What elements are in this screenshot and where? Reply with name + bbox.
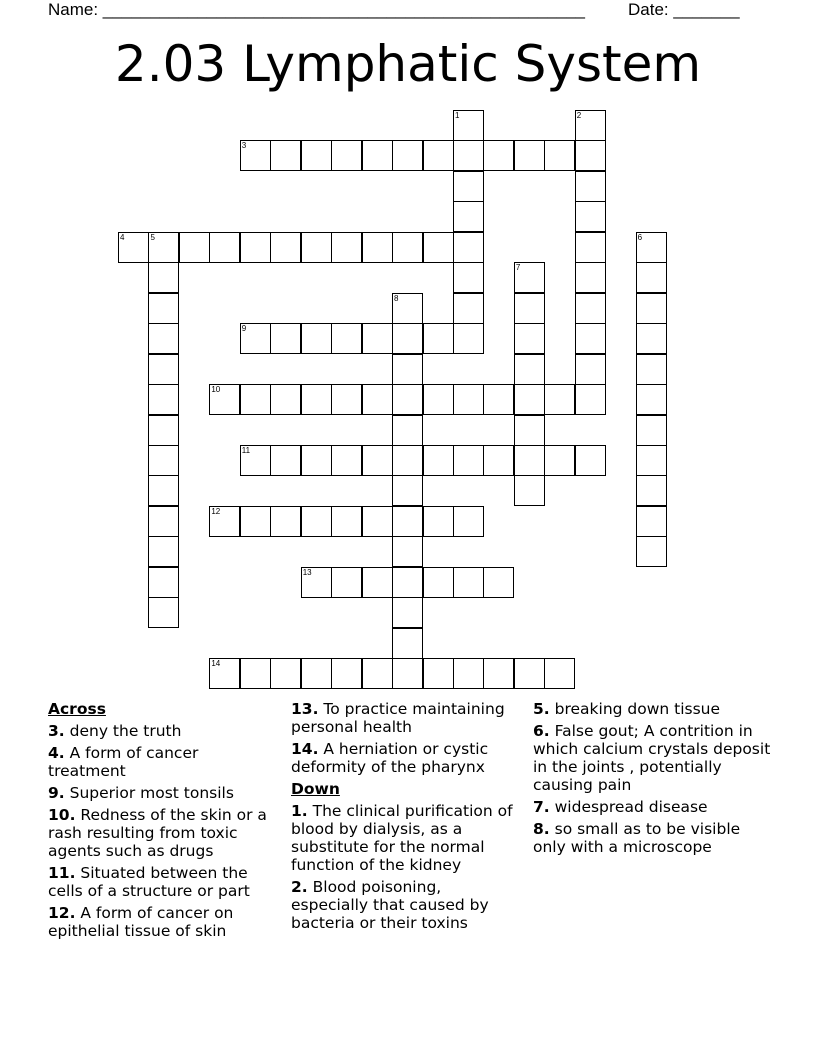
cell-number: 8 <box>394 293 399 303</box>
grid-cell[interactable] <box>575 445 606 476</box>
grid-cell[interactable] <box>148 536 179 567</box>
grid-cell[interactable] <box>392 323 423 354</box>
grid-cell[interactable] <box>148 445 179 476</box>
cell-number: 3 <box>241 141 247 151</box>
grid-cell[interactable] <box>423 323 454 354</box>
clue-across <box>48 806 270 860</box>
grid-cell[interactable] <box>514 415 545 446</box>
date-line: Date: _______ <box>628 0 740 19</box>
grid-cell[interactable] <box>148 597 179 628</box>
grid-cell[interactable] <box>392 384 423 415</box>
clue-text: Superior most tonsils <box>69 784 234 802</box>
grid-cell[interactable] <box>240 658 271 689</box>
grid-cell[interactable] <box>575 262 606 293</box>
cell-number: 5 <box>150 232 155 242</box>
clue-number: 1. <box>291 802 308 820</box>
grid-cell[interactable] <box>362 232 393 263</box>
grid-cell[interactable] <box>362 323 393 354</box>
across-heading: Across <box>48 700 106 718</box>
grid-cell[interactable] <box>392 445 423 476</box>
grid-cell[interactable] <box>514 262 545 293</box>
grid-cell[interactable] <box>240 506 271 537</box>
grid-cell[interactable] <box>453 658 484 689</box>
grid-cell[interactable] <box>301 567 332 598</box>
grid-cell[interactable] <box>362 384 393 415</box>
grid-cell[interactable] <box>209 658 240 689</box>
grid-cell[interactable] <box>453 262 484 293</box>
clue-across <box>48 722 270 740</box>
grid-cell[interactable] <box>636 445 667 476</box>
clue-number: 6. <box>533 722 550 740</box>
grid-cell[interactable] <box>575 323 606 354</box>
grid-cell[interactable] <box>148 384 179 415</box>
clue-across <box>48 784 270 802</box>
grid-cell[interactable] <box>148 354 179 385</box>
clue-column-1 <box>48 700 270 944</box>
clue-text: The clinical purification of blood by dialysis, as a substitute for the normal function of the kidney <box>291 802 513 874</box>
clue-across <box>48 864 270 900</box>
cell-number: 10 <box>211 385 221 395</box>
grid-cell[interactable] <box>270 323 301 354</box>
grid-cell[interactable] <box>453 110 484 141</box>
grid-cell[interactable] <box>209 506 240 537</box>
cell-number: 6 <box>637 232 643 242</box>
clue-text: deny the truth <box>69 722 182 740</box>
grid-cell[interactable] <box>362 567 393 598</box>
grid-cell[interactable] <box>636 323 667 354</box>
grid-cell[interactable] <box>240 384 271 415</box>
grid-cell[interactable] <box>301 445 332 476</box>
grid-cell[interactable] <box>453 567 484 598</box>
grid-cell[interactable] <box>453 506 484 537</box>
grid-cell[interactable] <box>209 384 240 415</box>
clue-down <box>533 798 773 816</box>
cell-number: 1 <box>454 111 460 120</box>
grid-cell[interactable] <box>453 384 484 415</box>
grid-cell[interactable] <box>423 140 454 171</box>
grid-cell[interactable] <box>453 445 484 476</box>
grid-cell[interactable] <box>392 506 423 537</box>
grid-cell[interactable] <box>270 445 301 476</box>
grid-cell[interactable] <box>148 262 179 293</box>
grid-cell[interactable] <box>270 506 301 537</box>
clue-text: Blood poisoning, especially that caused by bacteria or their toxins <box>291 878 489 932</box>
grid-cell[interactable] <box>575 232 606 263</box>
grid-cell[interactable] <box>148 415 179 446</box>
grid-cell[interactable] <box>362 658 393 689</box>
clue-number: 9. <box>48 784 65 802</box>
grid-cell[interactable] <box>514 354 545 385</box>
grid-cell[interactable] <box>423 506 454 537</box>
grid-cell[interactable] <box>636 536 667 567</box>
cell-number: 13 <box>302 567 312 577</box>
grid-cell[interactable] <box>392 658 423 689</box>
grid-cell[interactable] <box>575 354 606 385</box>
grid-cell[interactable] <box>483 658 514 689</box>
grid-cell[interactable] <box>118 232 149 263</box>
clue-number: 13. <box>291 700 319 718</box>
clue-text: To practice maintaining personal health <box>291 700 505 736</box>
grid-cell[interactable] <box>423 232 454 263</box>
grid-cell[interactable] <box>301 232 332 263</box>
grid-cell[interactable] <box>544 445 575 476</box>
grid-cell[interactable] <box>392 475 423 506</box>
grid-cell[interactable] <box>423 445 454 476</box>
grid-cell[interactable] <box>209 232 240 263</box>
grid-cell[interactable] <box>331 445 362 476</box>
clue-number: 4. <box>48 744 65 762</box>
grid-cell[interactable] <box>514 445 545 476</box>
clue-number: 5. <box>533 700 550 718</box>
grid-cell[interactable] <box>301 658 332 689</box>
name-line: Name: ___________________________________________________ <box>48 0 585 19</box>
clue-across <box>291 740 519 776</box>
grid-cell[interactable] <box>453 171 484 202</box>
clue-column-2 <box>291 700 519 936</box>
clue-text: A herniation or cystic deformity of the pharynx <box>291 740 489 776</box>
grid-cell[interactable] <box>179 232 210 263</box>
grid-cell[interactable] <box>392 293 423 324</box>
grid-cell[interactable] <box>362 445 393 476</box>
cell-number: 2 <box>576 111 582 120</box>
grid-cell[interactable] <box>148 232 179 263</box>
clue-text: breaking down tissue <box>554 700 721 718</box>
clue-text: A form of cancer on epithelial tissue of skin <box>48 904 234 940</box>
grid-cell[interactable] <box>270 140 301 171</box>
grid-cell[interactable] <box>544 384 575 415</box>
clue-text: Situated between the cells of a structure or part <box>48 864 250 900</box>
clue-number: 14. <box>291 740 319 758</box>
grid-cell[interactable] <box>331 140 362 171</box>
grid-cell[interactable] <box>483 445 514 476</box>
grid-cell[interactable] <box>392 354 423 385</box>
grid-cell[interactable] <box>544 658 575 689</box>
grid-cell[interactable] <box>575 171 606 202</box>
clue-down <box>533 700 773 718</box>
grid-cell[interactable] <box>331 567 362 598</box>
grid-cell[interactable] <box>240 445 271 476</box>
grid-cell[interactable] <box>453 201 484 232</box>
clue-number: 3. <box>48 722 65 740</box>
grid-cell[interactable] <box>392 567 423 598</box>
clue-text: Redness of the skin or a rash resulting from toxic agents such as drugs <box>48 806 267 860</box>
clue-number: 12. <box>48 904 76 922</box>
clue-down <box>291 878 519 932</box>
grid-cell[interactable] <box>636 354 667 385</box>
grid-cell[interactable] <box>148 293 179 324</box>
grid-cell[interactable] <box>636 232 667 263</box>
grid-cell[interactable] <box>148 475 179 506</box>
grid-cell[interactable] <box>636 293 667 324</box>
clue-column-3 <box>533 700 773 860</box>
grid-cell[interactable] <box>514 293 545 324</box>
cell-number: 9 <box>241 324 247 334</box>
cell-number: 12 <box>211 506 221 516</box>
clue-text: widespread disease <box>554 798 708 816</box>
grid-cell[interactable] <box>453 323 484 354</box>
grid-cell[interactable] <box>636 262 667 293</box>
grid-cell[interactable] <box>423 384 454 415</box>
grid-cell[interactable] <box>575 201 606 232</box>
grid-cell[interactable] <box>270 384 301 415</box>
clue-text: A form of cancer treatment <box>48 744 199 780</box>
grid-cell[interactable] <box>392 140 423 171</box>
grid-cell[interactable] <box>362 140 393 171</box>
grid-cell[interactable] <box>148 323 179 354</box>
clue-text: False gout; A contrition in which calcium crystals deposit in the joints , potentially causing pain <box>533 722 771 794</box>
grid-cell[interactable] <box>636 415 667 446</box>
grid-cell[interactable] <box>514 658 545 689</box>
grid-cell[interactable] <box>483 567 514 598</box>
grid-cell[interactable] <box>514 140 545 171</box>
down-heading: Down <box>291 780 340 798</box>
cell-number: 4 <box>120 232 125 242</box>
grid-cell[interactable] <box>240 323 271 354</box>
clue-text: so small as to be visible only with a microscope <box>533 820 741 856</box>
grid-cell[interactable] <box>392 597 423 628</box>
grid-cell[interactable] <box>301 323 332 354</box>
grid-cell[interactable] <box>392 415 423 446</box>
grid-cell[interactable] <box>331 506 362 537</box>
grid-cell[interactable] <box>453 232 484 263</box>
clue-number: 8. <box>533 820 550 838</box>
grid-cell[interactable] <box>270 232 301 263</box>
grid-cell[interactable] <box>392 628 423 659</box>
grid-cell[interactable] <box>392 536 423 567</box>
grid-cell[interactable] <box>301 506 332 537</box>
grid-cell[interactable] <box>301 384 332 415</box>
clue-number: 10. <box>48 806 76 824</box>
grid-cell[interactable] <box>331 232 362 263</box>
grid-cell[interactable] <box>575 110 606 141</box>
clue-down <box>533 722 773 794</box>
cell-number: 7 <box>515 263 521 273</box>
grid-cell[interactable] <box>331 384 362 415</box>
grid-cell[interactable] <box>636 506 667 537</box>
grid-cell[interactable] <box>270 658 301 689</box>
grid-cell[interactable] <box>240 140 271 171</box>
clue-number: 11. <box>48 864 76 882</box>
grid-cell[interactable] <box>575 293 606 324</box>
grid-cell[interactable] <box>362 506 393 537</box>
cell-number: 11 <box>241 445 251 455</box>
grid-cell[interactable] <box>301 140 332 171</box>
grid-cell[interactable] <box>148 506 179 537</box>
grid-cell[interactable] <box>575 140 606 171</box>
clue-down <box>291 802 519 874</box>
grid-cell[interactable] <box>514 475 545 506</box>
grid-cell[interactable] <box>514 384 545 415</box>
grid-cell[interactable] <box>483 384 514 415</box>
grid-cell[interactable] <box>240 232 271 263</box>
grid-cell[interactable] <box>453 293 484 324</box>
clue-across <box>291 700 519 736</box>
grid-cell[interactable] <box>514 323 545 354</box>
grid-cell[interactable] <box>148 567 179 598</box>
clue-across <box>48 744 270 780</box>
cell-number: 14 <box>211 659 221 669</box>
clue-number: 7. <box>533 798 550 816</box>
grid-cell[interactable] <box>331 658 362 689</box>
page-title: 2.03 Lymphatic System <box>114 35 702 93</box>
grid-cell[interactable] <box>392 232 423 263</box>
grid-cell[interactable] <box>575 384 606 415</box>
grid-cell[interactable] <box>423 567 454 598</box>
grid-cell[interactable] <box>483 140 514 171</box>
grid-cell[interactable] <box>423 658 454 689</box>
grid-cell[interactable] <box>636 475 667 506</box>
grid-cell[interactable] <box>453 140 484 171</box>
clue-down <box>533 820 773 856</box>
clue-number: 2. <box>291 878 308 896</box>
grid-cell[interactable] <box>544 140 575 171</box>
grid-cell[interactable] <box>331 323 362 354</box>
clue-across <box>48 904 270 940</box>
grid-cell[interactable] <box>636 384 667 415</box>
